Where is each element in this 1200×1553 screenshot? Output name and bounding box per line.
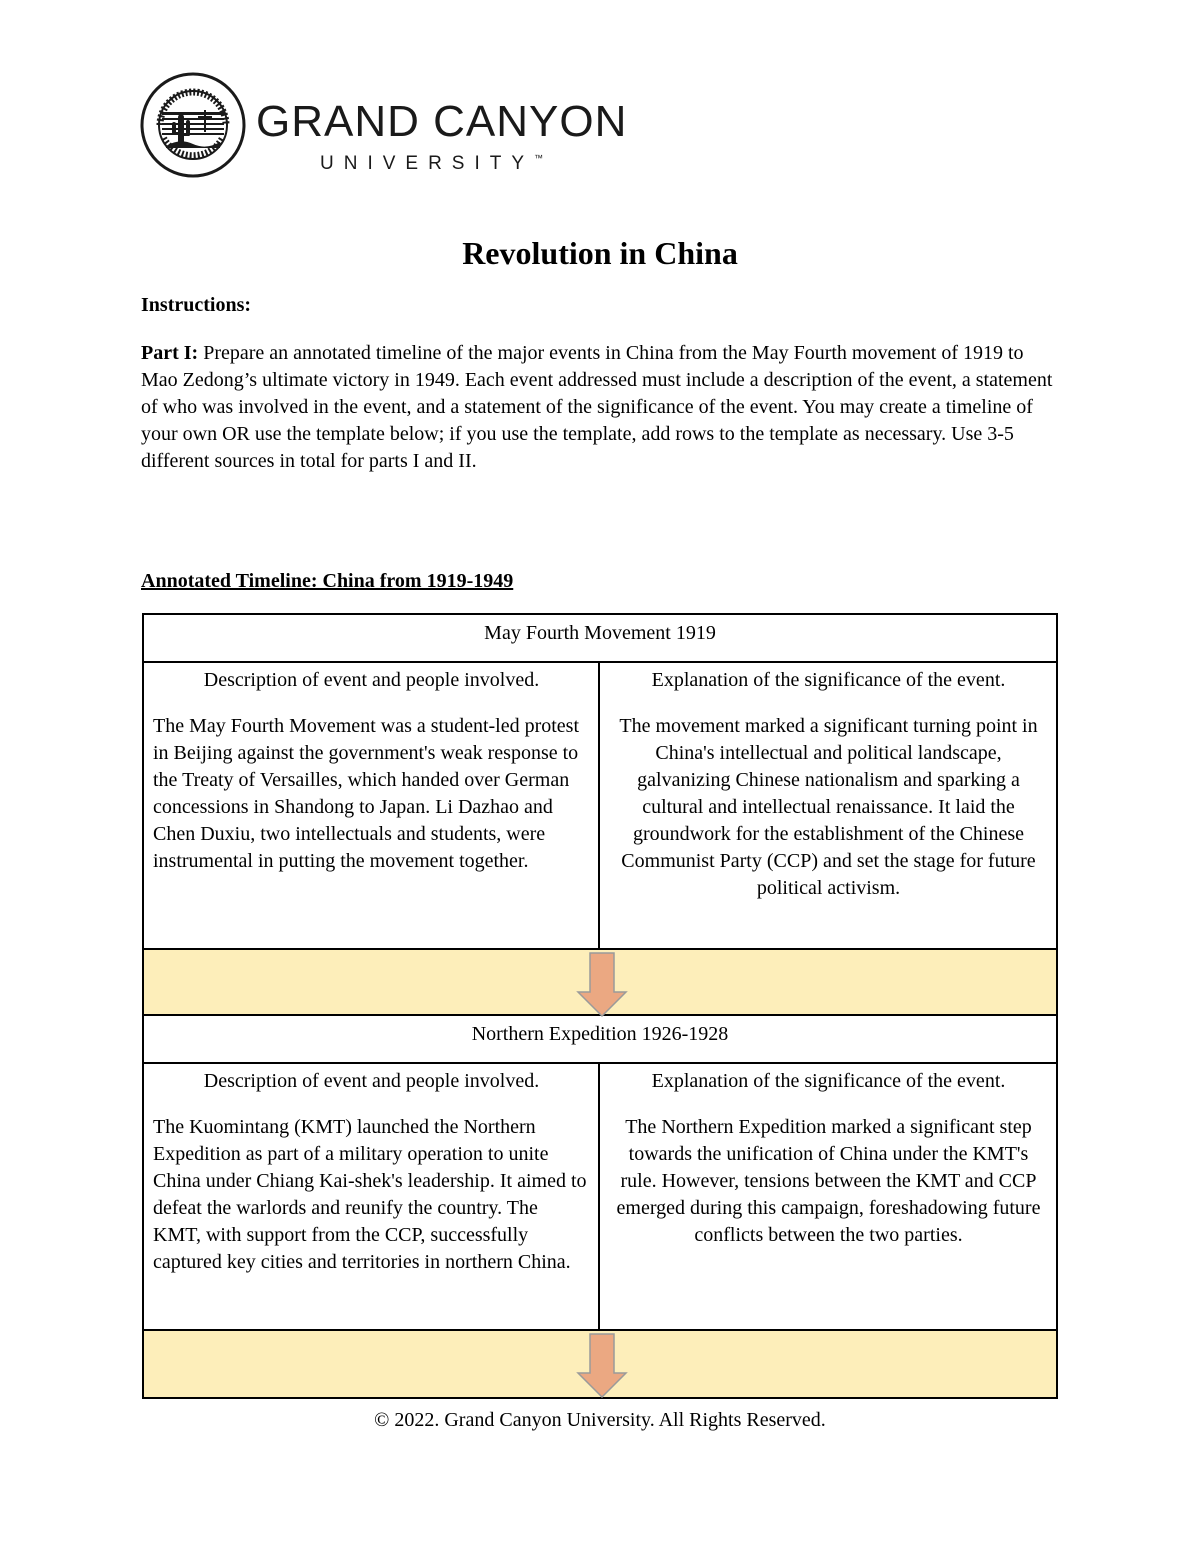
- event-description: The May Fourth Movement was a student-led protest in Beijing against the government's weak response to the Treaty of Versailles, which handed over German concessions in Shandong to Japan. Li Dazhao and Chen Duxiu, two intellectuals and students, were instrumental in putting the movement together.: [153, 715, 580, 872]
- university-seal-icon: [140, 72, 246, 178]
- event-significance-cell: [600, 1064, 1056, 1329]
- university-logo: [140, 72, 628, 182]
- event-columns: [144, 663, 1056, 950]
- arrow-down-icon: [576, 952, 628, 1018]
- event-title: May Fourth Movement 1919: [144, 615, 1056, 663]
- instructions-heading: Instructions:: [141, 294, 252, 316]
- event-significance-cell: [600, 663, 1056, 948]
- logo-name-line1: GRAND CANYON: [256, 97, 628, 146]
- logo-name-line2: [320, 154, 543, 173]
- timeline-heading: Annotated Timeline: China from 1919-1949: [141, 570, 514, 592]
- part-text: Prepare an annotated timeline of the major events in China from the May Fourth movement of 1919 to Mao Zedong’s ultimate victory in 1949. Each event addressed must include a description of the event, a statement of who was involved in the event, and a statement of the significance of the event. You may create a timeline of your own OR use the template below; if you use the template, add rows to the template as necessary. Use 3-5 different sources in total for parts I and II.: [141, 342, 1053, 472]
- timeline-event: [144, 1016, 1056, 1397]
- page-title: Revolution in China: [462, 235, 738, 271]
- arrow-down-icon: [576, 1333, 628, 1399]
- event-columns: [144, 1064, 1056, 1331]
- event-description-cell: [144, 663, 600, 948]
- event-significance: The movement marked a significant turning point in China's intellectual and political landscape, galvanizing Chinese nationalism and sparking a cultural and intellectual renaissance. It laid the groundwork for the establishment of the Chinese Communist Party (CCP) and set the stage for future political activism.: [619, 715, 1038, 899]
- significance-heading: Explanation of the significance of the event.: [651, 669, 1006, 691]
- instructions-body: [141, 340, 1061, 475]
- description-heading: Description of event and people involved.: [203, 669, 540, 691]
- part-label: Part I:: [141, 342, 199, 364]
- logo-name-line2-text: UNIVERSITY: [320, 153, 535, 174]
- timeline-event: [144, 615, 1056, 1016]
- event-title: Northern Expedition 1926-1928: [144, 1016, 1056, 1064]
- trademark-symbol: ™: [534, 153, 544, 163]
- description-heading: Description of event and people involved.: [203, 1070, 540, 1092]
- timeline-connector: [144, 950, 1056, 1016]
- copyright-footer: © 2022. Grand Canyon University. All Rights Reserved.: [374, 1409, 826, 1431]
- event-description-cell: [144, 1064, 600, 1329]
- timeline-connector: [144, 1331, 1056, 1397]
- event-significance: The Northern Expedition marked a significant step towards the unification of China under the KMT's rule. However, tensions between the KMT and CCP emerged during this campaign, foreshadowing future conflicts between the two parties.: [616, 1116, 1041, 1246]
- significance-heading: Explanation of the significance of the event.: [651, 1070, 1006, 1092]
- event-description: The Kuomintang (KMT) launched the Northern Expedition as part of a military operation to unite China under Chiang Kai-shek's leadership. It aimed to defeat the warlords and reunify the country. The KMT, with support from the CCP, successfully captured key cities and territories in northern China.: [153, 1116, 587, 1273]
- timeline-table: [142, 613, 1058, 1399]
